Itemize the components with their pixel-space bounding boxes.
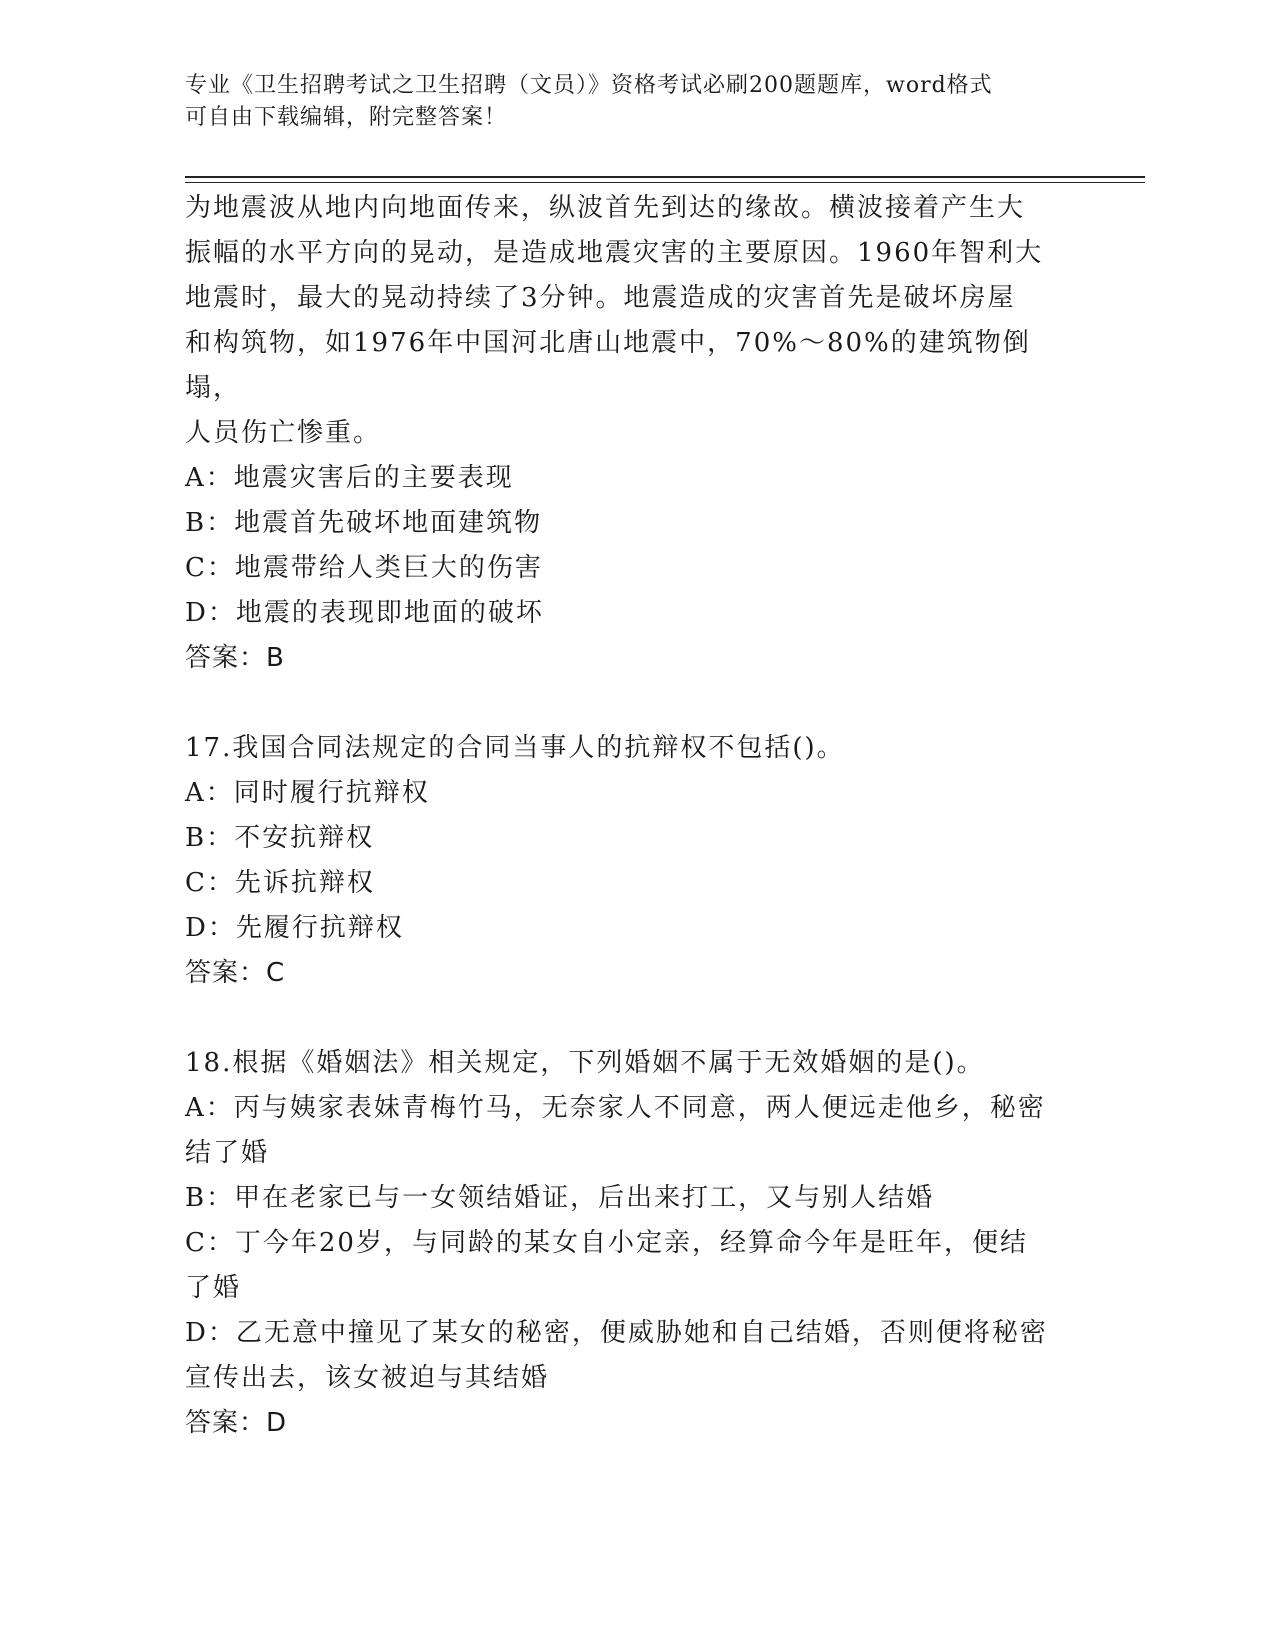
question-16 bbox=[185, 186, 1085, 681]
document-header bbox=[185, 70, 1065, 134]
header-line-1: 专业《卫生招聘考试之卫生招聘（文员）》资格考试必刷200题题库，word格式 bbox=[185, 73, 993, 98]
option-a: A：同时履行抗辩权 bbox=[185, 778, 430, 808]
option-a: A：地震灾害后的主要表现 bbox=[185, 463, 514, 493]
option-c: C：丁今年20岁，与同龄的某女自小定亲，经算命今年是旺年，便结 bbox=[185, 1228, 1028, 1258]
option-c: C：地震带给人类巨大的伤害 bbox=[185, 553, 543, 583]
question-18 bbox=[185, 1041, 1085, 1446]
option-d: D：地震的表现即地面的破坏 bbox=[185, 598, 544, 628]
spacer bbox=[185, 681, 1085, 726]
header-rule-thin bbox=[185, 182, 1145, 183]
header-rule-thick bbox=[185, 176, 1145, 178]
document-body bbox=[185, 186, 1085, 1446]
option-a: A：丙与姨家表妹青梅竹马，无奈家人不同意，两人便远走他乡，秘密 bbox=[185, 1093, 1046, 1123]
option-b: B：甲在老家已与一女领结婚证，后出来打工，又与别人结婚 bbox=[185, 1183, 935, 1213]
spacer bbox=[185, 996, 1085, 1041]
answer: 答案：D bbox=[185, 1408, 288, 1438]
option-b: B：不安抗辩权 bbox=[185, 823, 375, 853]
answer: 答案：C bbox=[185, 958, 286, 988]
option-a-continued: 结了婚 bbox=[185, 1138, 270, 1168]
passage-line: 人员伤亡惨重。 bbox=[185, 418, 382, 448]
question-text: 18.根据《婚姻法》相关规定，下列婚姻不属于无效婚姻的是()。 bbox=[185, 1048, 985, 1078]
option-d: D：先履行抗辩权 bbox=[185, 913, 404, 943]
passage-line: 为地震波从地内向地面传来，纵波首先到达的缘故。横波接着产生大 bbox=[185, 193, 1026, 223]
header-line-2: 可自由下载编辑，附完整答案！ bbox=[185, 105, 508, 130]
option-d: D：乙无意中撞见了某女的秘密，便威胁她和自己结婚，否则便将秘密 bbox=[185, 1318, 1048, 1348]
passage-line: 地震时，最大的晃动持续了3分钟。地震造成的灾害首先是破坏房屋 bbox=[185, 283, 1016, 313]
answer: 答案：B bbox=[185, 643, 285, 673]
passage-line: 和构筑物，如1976年中国河北唐山地震中，70%～80%的建筑物倒塌， bbox=[185, 328, 1031, 403]
option-d-continued: 宣传出去，该女被迫与其结婚 bbox=[185, 1363, 550, 1393]
question-17 bbox=[185, 726, 1085, 996]
option-c: C：先诉抗辩权 bbox=[185, 868, 375, 898]
passage-line: 振幅的水平方向的晃动，是造成地震灾害的主要原因。1960年智利大 bbox=[185, 238, 1044, 268]
question-text: 17.我国合同法规定的合同当事人的抗辩权不包括()。 bbox=[185, 733, 845, 763]
option-c-continued: 了婚 bbox=[185, 1273, 242, 1303]
option-b: B：地震首先破坏地面建筑物 bbox=[185, 508, 543, 538]
